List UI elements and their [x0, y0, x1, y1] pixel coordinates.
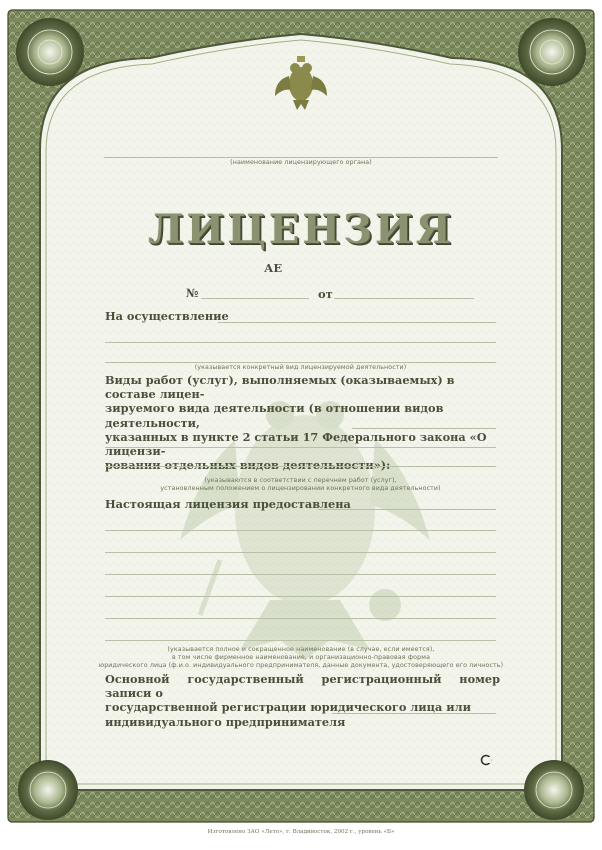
activity-caption: (указывается конкретный вид лицензируемой деятельности)	[194, 364, 407, 371]
number-line	[201, 298, 309, 299]
works-caption	[105, 477, 496, 493]
series-label: АЕ	[264, 261, 283, 275]
granted-line-3	[105, 552, 496, 553]
works-line: ровании отдельных видов деятельности»):	[105, 458, 391, 473]
activity-line-3	[105, 362, 496, 363]
granted-caption-line: юридического лица (ф.и.о. индивидуального предпринимателя, данные документа, удостоверяющего его личность)	[98, 662, 504, 669]
granted-line-1	[318, 509, 496, 510]
works-line: указанных в пункте 2 статьи 17 Федерального закона «О лицензи-	[105, 429, 487, 459]
corner-rosette-br	[524, 760, 584, 820]
granted-caption-line: в том числе фирменное наименование, и организационно-правовая форма	[171, 654, 431, 661]
registration-line: Основной государственный регистрационный номер записи о	[105, 672, 500, 701]
granted-line-4	[105, 574, 496, 575]
works-entry-line-1	[105, 447, 496, 448]
works-line-fill	[352, 428, 496, 429]
granted-caption	[96, 646, 506, 670]
works-line: Виды работ (услуг), выполняемых (оказываемых) в составе лицен-	[105, 373, 455, 402]
registration-line: индивидуального предпринимателя	[105, 714, 346, 729]
granted-label: Настоящая лицензия предоставлена	[105, 497, 351, 511]
works-caption-line: (указываются в соответствии с перечнем работ (услуг),	[204, 477, 397, 484]
activity-line-1	[218, 322, 496, 323]
corner-rosette-bl	[18, 760, 78, 820]
works-line: зируемого вида деятельности (в отношении видов деятельности,	[105, 401, 444, 430]
granted-line-5	[105, 596, 496, 597]
activity-line-2	[105, 342, 496, 343]
authority-caption: (наименование лицензирующего органа)	[230, 159, 372, 166]
granted-caption-line: (указывается полное и сокращенное наименование (в случае, если имеется),	[167, 646, 435, 653]
granted-line-6	[105, 618, 496, 619]
registration-paragraph	[105, 672, 500, 729]
registration-line-fill	[332, 713, 496, 714]
date-label: от	[318, 287, 333, 301]
authority-line	[104, 157, 498, 158]
registration-line: государственной регистрации юридического лица или	[105, 700, 471, 715]
granted-line-2	[105, 530, 496, 531]
document-title: ЛИЦЕНЗИЯ	[147, 206, 454, 253]
printer-footer: Изготовлено ЗАО «Лето», г. Владивосток, 2002 г., уровень «Б»	[207, 829, 395, 835]
corner-rosette-tr	[518, 18, 586, 86]
works-paragraph	[105, 373, 500, 472]
corner-rosette-tl	[16, 18, 84, 86]
granted-line-7	[105, 640, 496, 641]
number-label: №	[186, 286, 199, 300]
date-line	[334, 298, 474, 299]
works-caption-line: установленным положением о лицензировании конкретного вида деятельности)	[160, 485, 441, 492]
activity-label: На осуществление	[105, 309, 229, 323]
works-entry-line-2	[105, 466, 496, 467]
